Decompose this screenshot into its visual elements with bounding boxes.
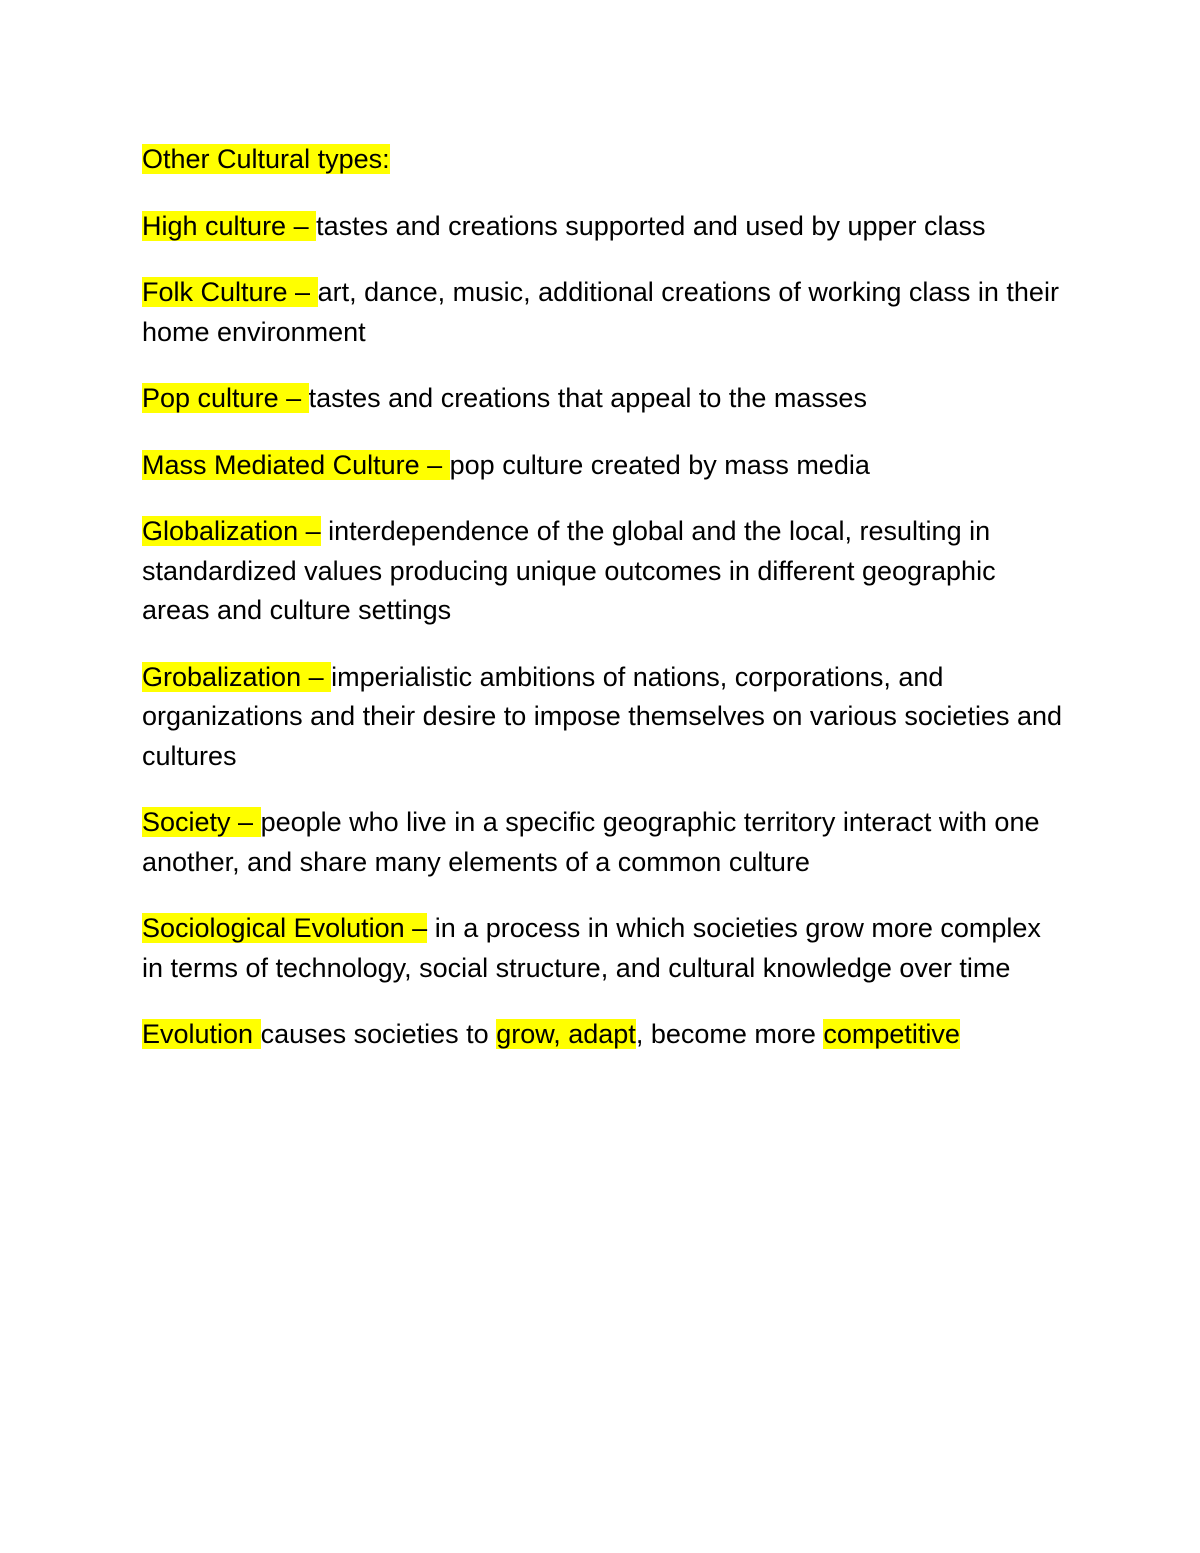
- definition-text: people who live in a specific geographic territory interact with one another, and share many elements of a common culture: [142, 807, 1040, 877]
- evolution-line: [142, 1015, 1062, 1055]
- entry-mass-mediated-culture: [142, 446, 1062, 486]
- term-highlight: Sociological Evolution –: [142, 913, 428, 943]
- definition-text: pop culture created by mass media: [449, 449, 870, 480]
- term-highlight: Evolution: [142, 1019, 261, 1049]
- term-highlight: Folk Culture –: [142, 277, 318, 307]
- term-highlight: Pop culture –: [142, 383, 309, 413]
- definition-text: tastes and creations that appeal to the masses: [308, 383, 867, 413]
- entry-society: [142, 803, 1062, 882]
- document-title: Other Cultural types:: [142, 144, 390, 174]
- term-highlight: grow, adapt: [496, 1019, 636, 1049]
- document-page: [142, 140, 1062, 1082]
- term-highlight: competitive: [823, 1019, 960, 1049]
- term-highlight: Society –: [142, 807, 261, 837]
- definition-text: imperialistic ambitions of nations, corporations, and organizations and their desire to impose themselves on various societies and cultures: [142, 661, 1063, 771]
- entry-globalization: [142, 512, 1062, 631]
- entry-sociological-evolution: [142, 909, 1062, 988]
- entry-pop-culture: [142, 379, 1062, 419]
- title-paragraph: [142, 140, 1062, 180]
- entry-folk-culture: [142, 273, 1062, 352]
- term-highlight: Globalization –: [142, 516, 321, 546]
- entry-high-culture: [142, 207, 1062, 247]
- entry-grobalization: [142, 658, 1062, 777]
- definition-text: art, dance, music, additional creations of working class in their home environment: [142, 277, 1059, 347]
- definition-text: in a process in which societies grow more complex in terms of technology, social structure, and cultural knowledge over time: [142, 913, 1041, 983]
- definition-text: interdependence of the global and the local, resulting in standardized values producing unique outcomes in different geographic areas and culture settings: [142, 516, 996, 625]
- plain-text: , become more: [635, 1019, 824, 1049]
- plain-text: causes societies to: [260, 1019, 497, 1049]
- term-highlight: Grobalization –: [142, 661, 332, 692]
- term-highlight: Mass Mediated Culture –: [142, 449, 450, 480]
- term-highlight: High culture –: [142, 210, 317, 241]
- definition-text: tastes and creations supported and used by upper class: [316, 210, 986, 241]
